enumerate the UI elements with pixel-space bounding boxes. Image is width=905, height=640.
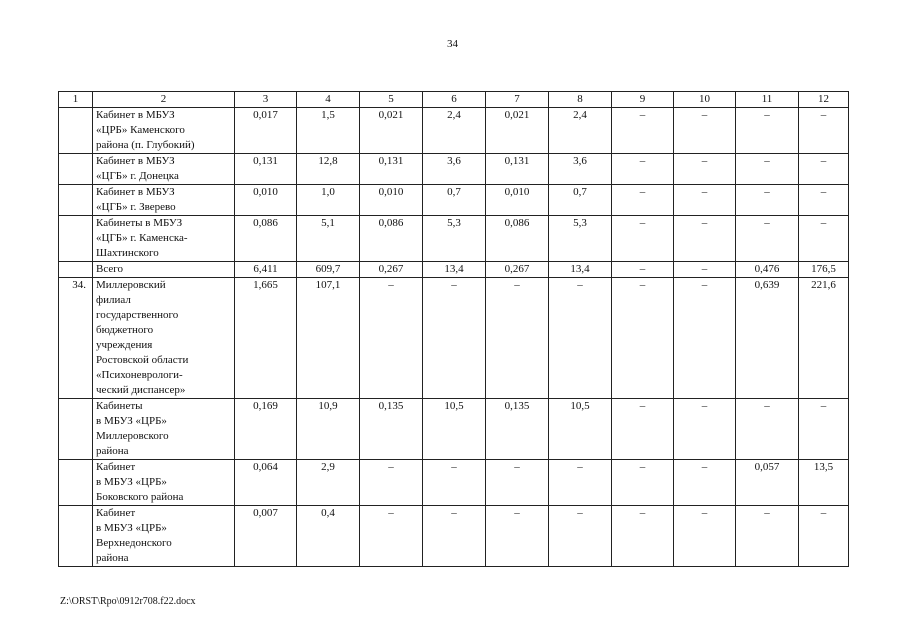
value-cell: 1,665: [235, 278, 297, 399]
column-header: 11: [736, 92, 799, 108]
value-cell: 3,6: [549, 154, 612, 185]
row-index-cell: 34.: [59, 278, 93, 399]
institution-name-line: в МБУЗ «ЦРБ»: [96, 522, 167, 534]
column-header: 12: [799, 92, 849, 108]
row-index-cell: [59, 154, 93, 185]
value-cell: 1,0: [297, 185, 360, 216]
value-cell: 10,5: [423, 399, 486, 460]
institution-name-line: «ЦГБ» г. Каменска-: [96, 232, 188, 244]
value-cell: 13,5: [799, 460, 849, 506]
column-header: 2: [93, 92, 235, 108]
value-cell: –: [612, 506, 674, 567]
institution-name-cell: [93, 278, 235, 399]
value-cell: –: [360, 506, 423, 567]
row-index-cell: [59, 506, 93, 567]
value-cell: –: [674, 506, 736, 567]
value-cell: –: [674, 216, 736, 262]
row-index-cell: [59, 108, 93, 154]
value-cell: –: [486, 278, 549, 399]
institution-name-line: Кабинет: [96, 507, 136, 519]
value-cell: 0,086: [235, 216, 297, 262]
table-row: [59, 399, 849, 460]
row-index-cell: [59, 216, 93, 262]
column-header: 9: [612, 92, 674, 108]
column-header: 7: [486, 92, 549, 108]
institution-name-line: в МБУЗ «ЦРБ»: [96, 476, 167, 488]
value-cell: 0,7: [549, 185, 612, 216]
value-cell: –: [612, 262, 674, 278]
value-cell: –: [736, 185, 799, 216]
table-row: [59, 278, 849, 399]
table-row: [59, 506, 849, 567]
row-index-cell: [59, 399, 93, 460]
value-cell: 0,064: [235, 460, 297, 506]
value-cell: –: [612, 278, 674, 399]
value-cell: –: [674, 108, 736, 154]
value-cell: 0,4: [297, 506, 360, 567]
value-cell: –: [799, 216, 849, 262]
value-cell: 0,017: [235, 108, 297, 154]
table-header-row: [59, 92, 849, 108]
table-row: [59, 460, 849, 506]
value-cell: –: [612, 460, 674, 506]
column-header: 6: [423, 92, 486, 108]
value-cell: –: [674, 262, 736, 278]
value-cell: 0,021: [360, 108, 423, 154]
value-cell: –: [423, 506, 486, 567]
institution-name-line: «ЦГБ» г. Зверево: [96, 201, 176, 213]
institution-name-cell: [93, 154, 235, 185]
table-body: [59, 92, 849, 567]
institution-name-line: Кабинеты в МБУЗ: [96, 217, 183, 229]
value-cell: 0,639: [736, 278, 799, 399]
value-cell: –: [612, 108, 674, 154]
value-cell: 0,135: [360, 399, 423, 460]
table-row: [59, 216, 849, 262]
institution-name-line: Миллеровского: [96, 430, 169, 442]
column-header: 8: [549, 92, 612, 108]
institution-name-line: Шахтинского: [96, 247, 159, 259]
value-cell: –: [549, 278, 612, 399]
value-cell: 2,9: [297, 460, 360, 506]
institution-name-line: «Психоневрологи-: [96, 369, 183, 381]
value-cell: –: [549, 506, 612, 567]
value-cell: 0,7: [423, 185, 486, 216]
value-cell: 0,086: [486, 216, 549, 262]
institution-name-cell: [93, 399, 235, 460]
table-row: [59, 262, 849, 278]
value-cell: 12,8: [297, 154, 360, 185]
value-cell: 5,3: [423, 216, 486, 262]
value-cell: 5,3: [549, 216, 612, 262]
value-cell: –: [674, 399, 736, 460]
institution-name-cell: [93, 216, 235, 262]
value-cell: 13,4: [423, 262, 486, 278]
institution-name-line: Боковского района: [96, 491, 184, 503]
value-cell: –: [799, 154, 849, 185]
value-cell: 0,010: [235, 185, 297, 216]
column-header: 4: [297, 92, 360, 108]
value-cell: 0,086: [360, 216, 423, 262]
value-cell: –: [799, 399, 849, 460]
value-cell: –: [423, 278, 486, 399]
value-cell: –: [486, 506, 549, 567]
institution-name-line: в МБУЗ «ЦРБ»: [96, 415, 167, 427]
institution-name-line: Кабинет в МБУЗ: [96, 109, 175, 121]
value-cell: 0,010: [486, 185, 549, 216]
value-cell: –: [674, 278, 736, 399]
institution-name-line: «ЦГБ» г. Донецка: [96, 170, 179, 182]
value-cell: 0,267: [360, 262, 423, 278]
value-cell: 176,5: [799, 262, 849, 278]
institution-name-line: Кабинеты: [96, 400, 143, 412]
value-cell: 107,1: [297, 278, 360, 399]
table-row: [59, 108, 849, 154]
institution-name-line: района: [96, 445, 129, 457]
value-cell: 0,131: [235, 154, 297, 185]
institution-name-line: Кабинет в МБУЗ: [96, 155, 175, 167]
value-cell: 10,9: [297, 399, 360, 460]
row-index-cell: [59, 185, 93, 216]
value-cell: –: [612, 154, 674, 185]
value-cell: 0,267: [486, 262, 549, 278]
value-cell: 0,057: [736, 460, 799, 506]
column-header: 3: [235, 92, 297, 108]
institution-name-cell: [93, 262, 235, 278]
page-number: 34: [447, 38, 458, 50]
value-cell: 2,4: [423, 108, 486, 154]
institution-name-cell: [93, 460, 235, 506]
institution-name-line: «ЦРБ» Каменского: [96, 124, 185, 136]
value-cell: –: [674, 154, 736, 185]
institution-name-line: Ростовской области: [96, 354, 189, 366]
institution-name-line: Кабинет в МБУЗ: [96, 186, 175, 198]
value-cell: 2,4: [549, 108, 612, 154]
institution-name-line: государственного: [96, 309, 179, 321]
institution-name-line: учреждения: [96, 339, 153, 351]
value-cell: –: [736, 506, 799, 567]
value-cell: 221,6: [799, 278, 849, 399]
value-cell: –: [612, 399, 674, 460]
institution-name-cell: [93, 185, 235, 216]
value-cell: –: [423, 460, 486, 506]
value-cell: –: [549, 460, 612, 506]
data-table: [58, 91, 849, 567]
institution-name-line: Всего: [96, 263, 123, 275]
value-cell: –: [674, 460, 736, 506]
value-cell: –: [736, 216, 799, 262]
value-cell: –: [799, 185, 849, 216]
value-cell: 0,131: [360, 154, 423, 185]
value-cell: –: [360, 460, 423, 506]
row-index-cell: [59, 460, 93, 506]
value-cell: 10,5: [549, 399, 612, 460]
value-cell: 1,5: [297, 108, 360, 154]
value-cell: 6,411: [235, 262, 297, 278]
value-cell: 0,007: [235, 506, 297, 567]
institution-name-line: района: [96, 552, 129, 564]
value-cell: –: [736, 154, 799, 185]
value-cell: 3,6: [423, 154, 486, 185]
value-cell: 0,169: [235, 399, 297, 460]
value-cell: 0,131: [486, 154, 549, 185]
value-cell: –: [360, 278, 423, 399]
institution-name-cell: [93, 506, 235, 567]
institution-name-line: бюджетного: [96, 324, 154, 336]
value-cell: 609,7: [297, 262, 360, 278]
value-cell: –: [799, 108, 849, 154]
value-cell: 0,021: [486, 108, 549, 154]
value-cell: –: [736, 399, 799, 460]
footer-file-path: Z:\ORST\Rpo\0912r708.f22.docx: [60, 596, 196, 607]
value-cell: –: [612, 185, 674, 216]
column-header: 5: [360, 92, 423, 108]
row-index-cell: [59, 262, 93, 278]
institution-name-line: Верхнедонского: [96, 537, 172, 549]
institution-name-line: Кабинет: [96, 461, 136, 473]
value-cell: –: [799, 506, 849, 567]
table-row: [59, 154, 849, 185]
institution-name-line: ческий диспансер»: [96, 384, 186, 396]
institution-name-cell: [93, 108, 235, 154]
value-cell: 5,1: [297, 216, 360, 262]
table-row: [59, 185, 849, 216]
column-header: 1: [59, 92, 93, 108]
value-cell: –: [612, 216, 674, 262]
value-cell: 0,135: [486, 399, 549, 460]
column-header: 10: [674, 92, 736, 108]
value-cell: 0,010: [360, 185, 423, 216]
institution-name-line: филиал: [96, 294, 131, 306]
institution-name-line: Миллеровский: [96, 279, 166, 291]
value-cell: –: [736, 108, 799, 154]
value-cell: –: [486, 460, 549, 506]
value-cell: 13,4: [549, 262, 612, 278]
institution-name-line: района (п. Глубокий): [96, 139, 195, 151]
value-cell: –: [674, 185, 736, 216]
value-cell: 0,476: [736, 262, 799, 278]
